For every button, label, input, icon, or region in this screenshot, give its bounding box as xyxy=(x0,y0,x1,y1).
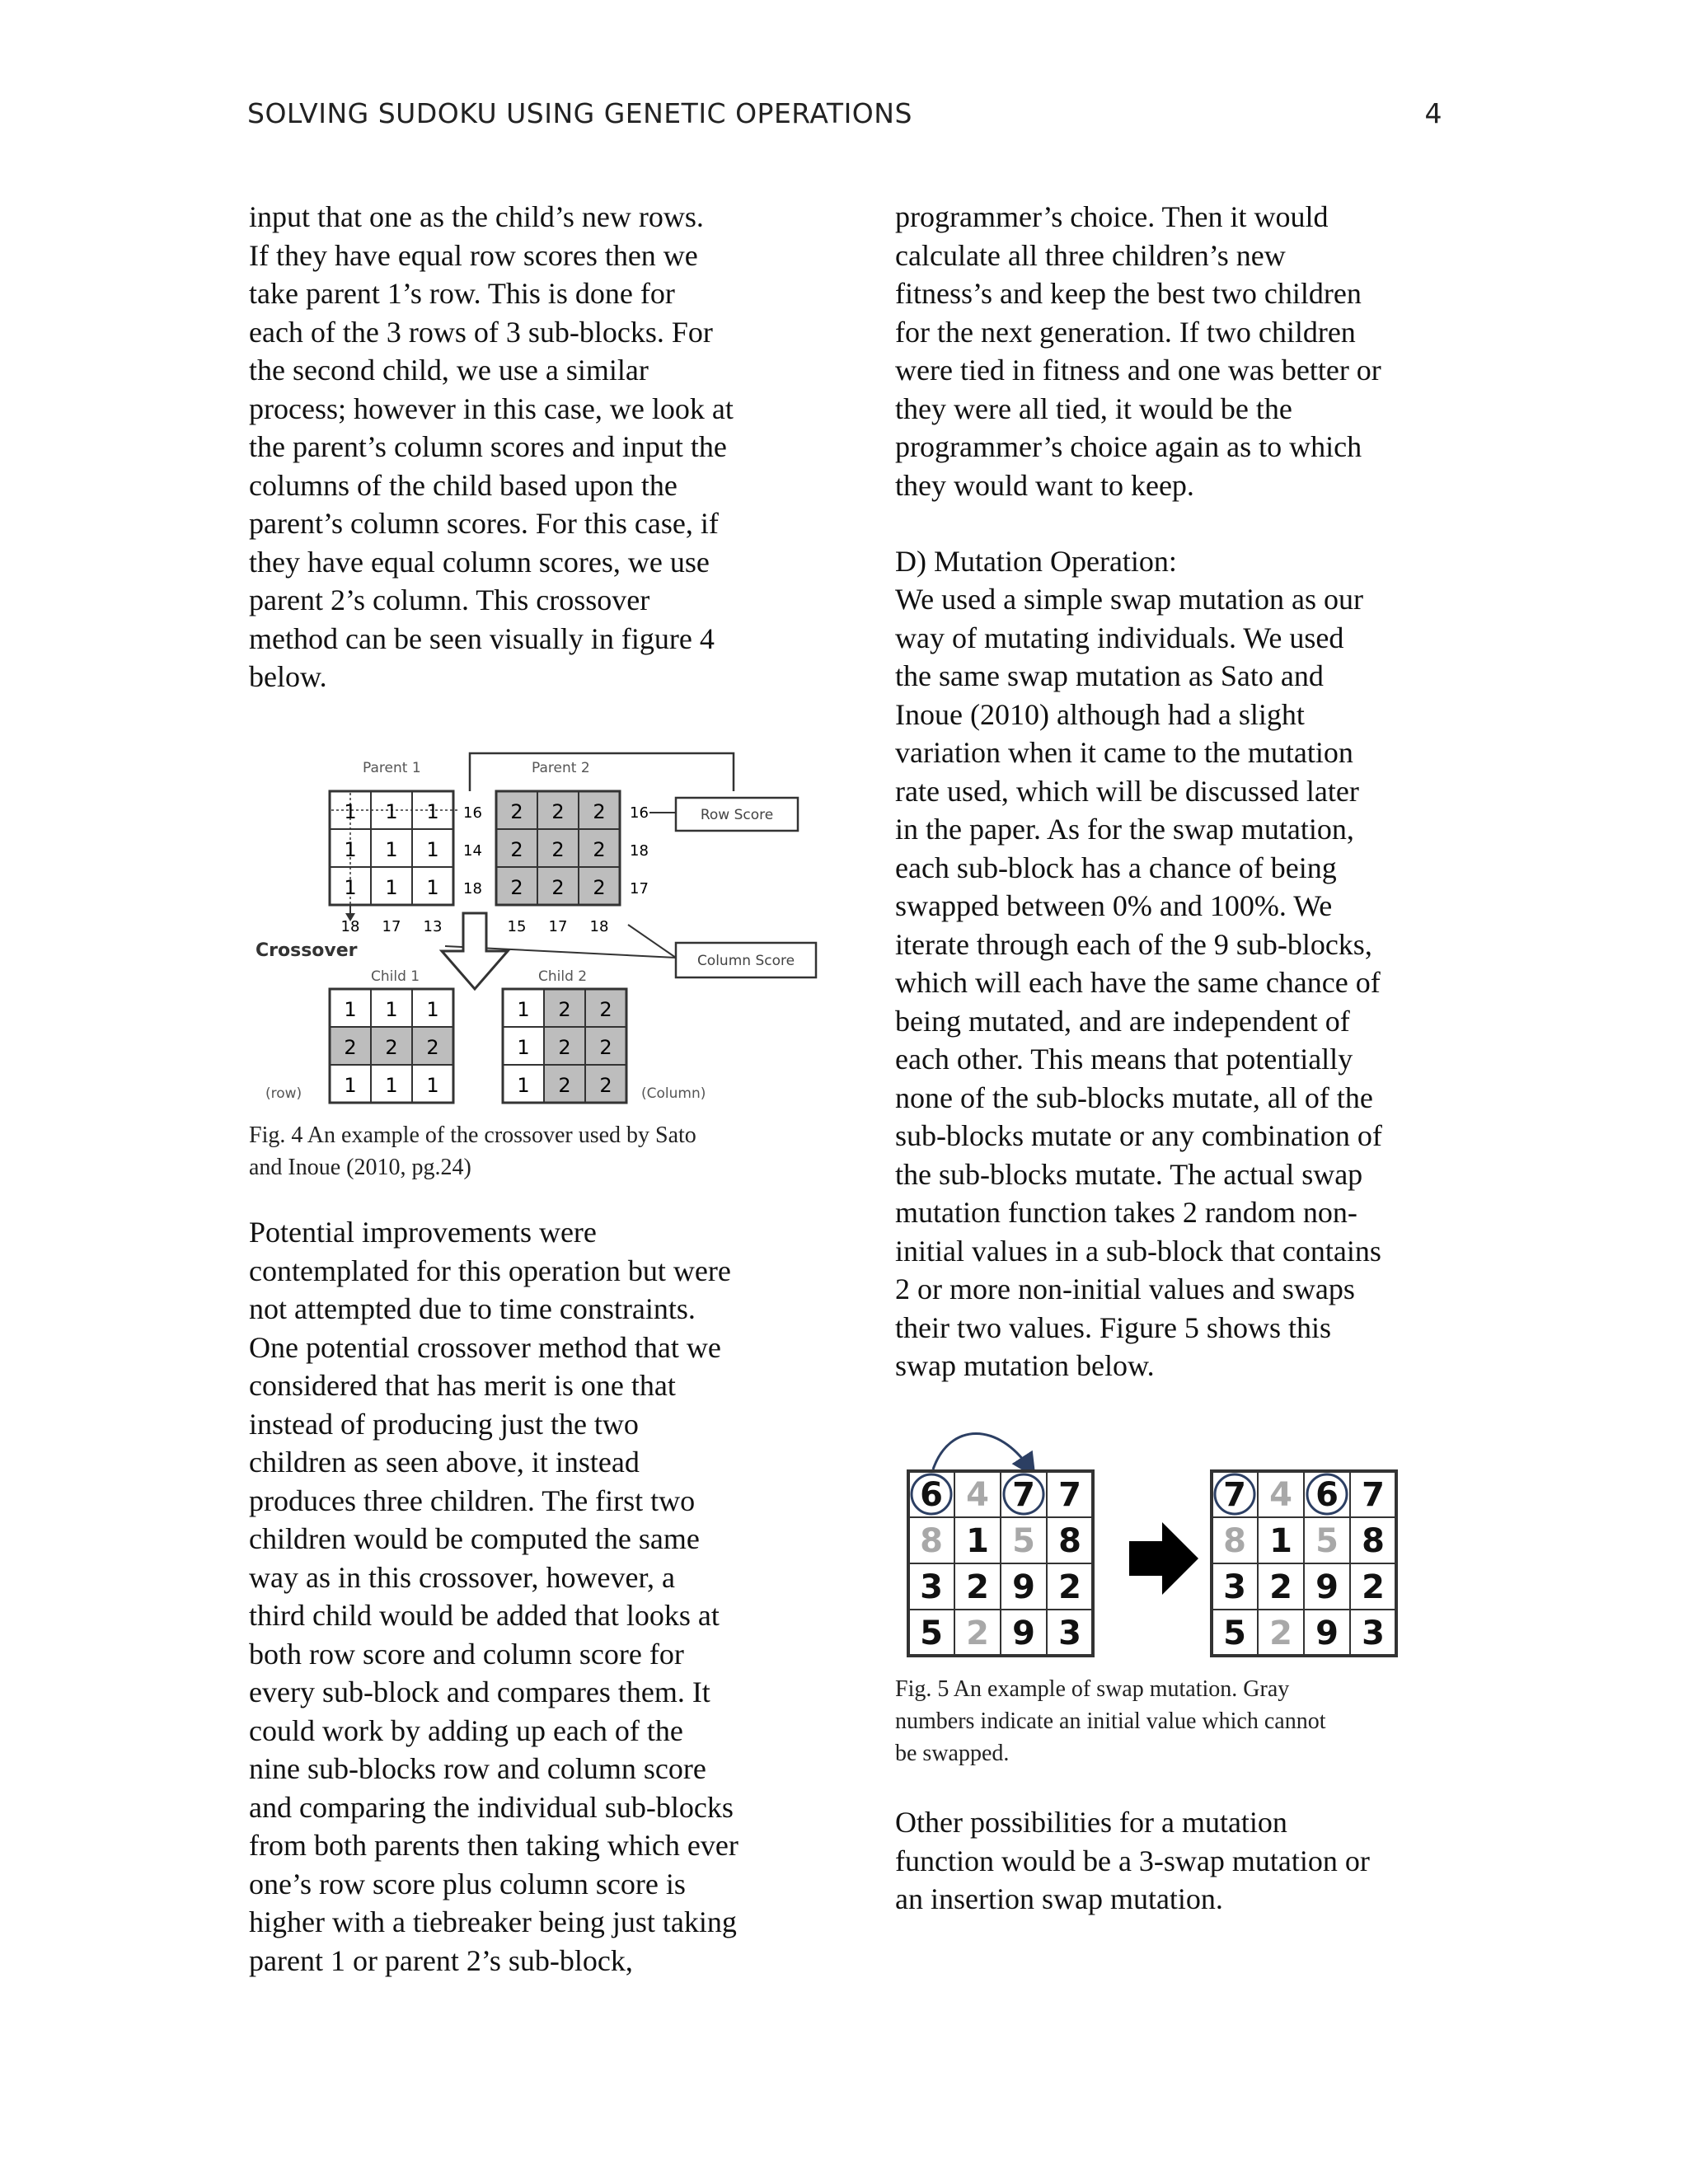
p2-cell: 2 xyxy=(510,876,523,899)
c2-cell: 1 xyxy=(517,998,530,1021)
figure-4-caption: Fig. 4 An example of the crossover used by Sato and Inoue (2010, pg.24) xyxy=(249,1122,696,1180)
c2-cell: 2 xyxy=(599,1036,612,1059)
parent2-grid xyxy=(496,791,620,905)
after-cell-value: 2 xyxy=(1269,1615,1292,1652)
parent1-grid xyxy=(330,791,460,911)
p2-row-score: 17 xyxy=(630,880,649,898)
after-cell-value: 2 xyxy=(1269,1568,1292,1606)
after-cell-value: 8 xyxy=(1223,1522,1246,1560)
c1-cell: 1 xyxy=(385,1074,398,1097)
after-cell-value: 8 xyxy=(1362,1522,1385,1560)
before-cell-value: 6 xyxy=(920,1476,943,1514)
mutation-arrow xyxy=(1129,1522,1198,1595)
child1-grid xyxy=(330,989,453,1103)
child2-grid xyxy=(503,989,626,1103)
after-cell-value: 2 xyxy=(1362,1568,1385,1606)
c1-cell: 2 xyxy=(385,1036,398,1059)
p1-row-score: 14 xyxy=(463,842,482,860)
right-paragraph-2: We used a simple swap mutation as our way of mutating individuals. We used the same swap mutation as Sato and Inoue (2010) although had a slight variation when it came to the mutation rate used, which will be discussed later in the paper. As for the swap mutation, each sub-block has a chance of being swapped between 0% and 100%. We iterate through each of the 9 sub-blocks, which will each have the same chance of being mutated, and are independent of each other. This means that potentially none of the sub-blocks mutate, all of the sub-blocks mutate or any combination of the sub-blocks mutate. The actual swap mutation function takes 2 random non- initial values in a sub-block that contains 2 or more non-initial values and swaps their two values. Figure 5 shows this swap mutation below. xyxy=(895,583,1382,1382)
before-cell-value: 3 xyxy=(1058,1615,1081,1652)
before-grid xyxy=(908,1471,1093,1656)
right-paragraph-3: Other possibilities for a mutation function would be a 3-swap mutation or an insertion swap mutation. xyxy=(895,1806,1370,1915)
before-cell-value: 3 xyxy=(920,1568,943,1606)
p1-cell: 1 xyxy=(385,838,398,861)
p1-cell: 1 xyxy=(426,800,439,823)
c2-cell: 2 xyxy=(599,998,612,1021)
right-paragraph-1: programmer’s choice. Then it would calculate all three children’s new fitness’s and keep the best two children for the next generation. If two children were tied in fitness and one was better or they were all tied, it would be the programmer’s choice again as to which they would want to keep. xyxy=(895,200,1381,502)
crossover-arrow xyxy=(442,913,508,989)
c2-cell: 2 xyxy=(558,1036,571,1059)
page-number: 4 xyxy=(1424,97,1442,129)
p2-col-score: 15 xyxy=(507,918,527,935)
before-cell-value: 4 xyxy=(966,1476,989,1514)
after-cell-value: 5 xyxy=(1315,1522,1339,1560)
before-cell-value: 1 xyxy=(966,1522,989,1560)
c1-cell: 1 xyxy=(426,1074,439,1097)
c2-cell: 2 xyxy=(558,998,571,1021)
p1-cell: 1 xyxy=(385,876,398,899)
p2-cell: 2 xyxy=(551,800,565,823)
c1-cell: 2 xyxy=(344,1036,357,1059)
after-cell-value: 7 xyxy=(1362,1476,1385,1514)
figure-5-swap-mutation xyxy=(900,1430,1428,1661)
p1-cell: 1 xyxy=(344,876,357,899)
row-note: (row) xyxy=(265,1085,302,1102)
p2-row-score: 18 xyxy=(630,842,649,860)
p2-cell: 2 xyxy=(510,800,523,823)
before-cell-value: 9 xyxy=(1012,1568,1035,1606)
p2-cell: 2 xyxy=(593,800,606,823)
child1-label: Child 1 xyxy=(371,968,420,985)
crossover-label: Crossover xyxy=(256,940,358,961)
p2-col-score: 18 xyxy=(589,918,609,935)
after-cell-value: 6 xyxy=(1315,1476,1339,1514)
before-cell-value: 2 xyxy=(1058,1568,1081,1606)
c1-cell: 1 xyxy=(344,998,357,1021)
p2-cell: 2 xyxy=(593,838,606,861)
before-cell-value: 8 xyxy=(920,1522,943,1560)
column-score-label: Column Score xyxy=(696,953,795,969)
after-cell-value: 9 xyxy=(1315,1615,1339,1652)
column-note: (Column) xyxy=(641,1085,706,1102)
after-cell-value: 3 xyxy=(1223,1568,1246,1606)
after-cell-value: 9 xyxy=(1315,1568,1339,1606)
left-paragraph-2: Potential improvements were contemplated for this operation but were not attempted due to time constraints. One potential crossover method that we considered that has merit is one that instead of producing just the two children as seen above, it instead produces three children. The first two children would be computed the same way as in this crossover, however, a third child would be added that looks at both row score and column score for every sub-block and compares them. It could work by adding up each of the nine sub-blocks row and column score and comparing the individual sub-blocks from both parents then taking which ever one’s row score plus column score is higher with a tiebreaker being just taking parent 1 or parent 2’s sub-block, xyxy=(249,1216,738,1977)
before-cell-value: 2 xyxy=(966,1568,989,1606)
p2-cell: 2 xyxy=(551,838,565,861)
c2-cell: 1 xyxy=(517,1074,530,1097)
p1-row-score: 18 xyxy=(463,880,482,898)
parent1-label: Parent 1 xyxy=(363,760,421,776)
p1-row-score: 16 xyxy=(463,804,482,822)
column-score-pointer xyxy=(628,925,676,958)
child2-label: Child 2 xyxy=(538,968,588,985)
before-cell-value: 5 xyxy=(1012,1522,1035,1560)
before-cell-value: 9 xyxy=(1012,1615,1035,1652)
before-cell-value: 8 xyxy=(1058,1522,1081,1560)
c1-cell: 1 xyxy=(385,998,398,1021)
after-cell-value: 1 xyxy=(1269,1522,1292,1560)
parent2-label: Parent 2 xyxy=(532,760,590,776)
c1-cell: 2 xyxy=(426,1036,439,1059)
p2-row-score: 16 xyxy=(630,804,649,822)
before-cell-value: 2 xyxy=(966,1615,989,1652)
figure-4-crossover-diagram xyxy=(247,742,824,1113)
before-cell-value: 5 xyxy=(920,1615,943,1652)
c1-cell: 1 xyxy=(344,1074,357,1097)
p2-cell: 2 xyxy=(551,876,565,899)
p1-col-score: 18 xyxy=(340,918,360,935)
after-cell-value: 7 xyxy=(1223,1476,1246,1514)
after-cell-value: 4 xyxy=(1269,1476,1292,1514)
section-heading-mutation: D) Mutation Operation: xyxy=(895,545,1177,578)
row-score-label: Row Score xyxy=(700,807,774,823)
c2-cell: 1 xyxy=(517,1036,530,1059)
p1-col-score: 17 xyxy=(382,918,401,935)
p2-cell: 2 xyxy=(593,876,606,899)
p1-cell: 1 xyxy=(344,838,357,861)
p2-cell: 2 xyxy=(510,838,523,861)
c2-cell: 2 xyxy=(558,1074,571,1097)
left-paragraph-1: input that one as the child’s new rows. If they have equal row scores then we take parent 1’s row. This is done for each of the 3 rows of 3 sub-blocks. For the second child, we use a similar process; however in this case, we look at the parent’s column scores and input the columns of the child based upon the parent’s column scores. For this case, if they have equal column scores, we use parent 2’s column. This crossover method can be seen visually in figure 4 below. xyxy=(249,200,734,693)
after-cell-value: 5 xyxy=(1223,1615,1246,1652)
before-cell-value: 7 xyxy=(1012,1476,1035,1514)
before-cell-value: 7 xyxy=(1058,1476,1081,1514)
p1-cell: 1 xyxy=(385,800,398,823)
after-grid xyxy=(1212,1471,1396,1656)
p1-cell: 1 xyxy=(344,800,357,823)
figure-5-caption: Fig. 5 An example of swap mutation. Gray numbers indicate an initial value which cannot be swapped. xyxy=(895,1676,1326,1766)
p1-cell: 1 xyxy=(426,876,439,899)
p1-cell: 1 xyxy=(426,838,439,861)
swap-arrow-curve xyxy=(933,1434,1030,1470)
running-header-title: SOLVING SUDOKU USING GENETIC OPERATIONS xyxy=(247,97,912,129)
c2-cell: 2 xyxy=(599,1074,612,1097)
p1-col-score: 13 xyxy=(423,918,443,935)
c1-cell: 1 xyxy=(426,998,439,1021)
running-header xyxy=(247,97,1442,138)
row-score-connector xyxy=(470,753,734,791)
after-cell-value: 3 xyxy=(1362,1615,1385,1652)
p2-col-score: 17 xyxy=(548,918,568,935)
